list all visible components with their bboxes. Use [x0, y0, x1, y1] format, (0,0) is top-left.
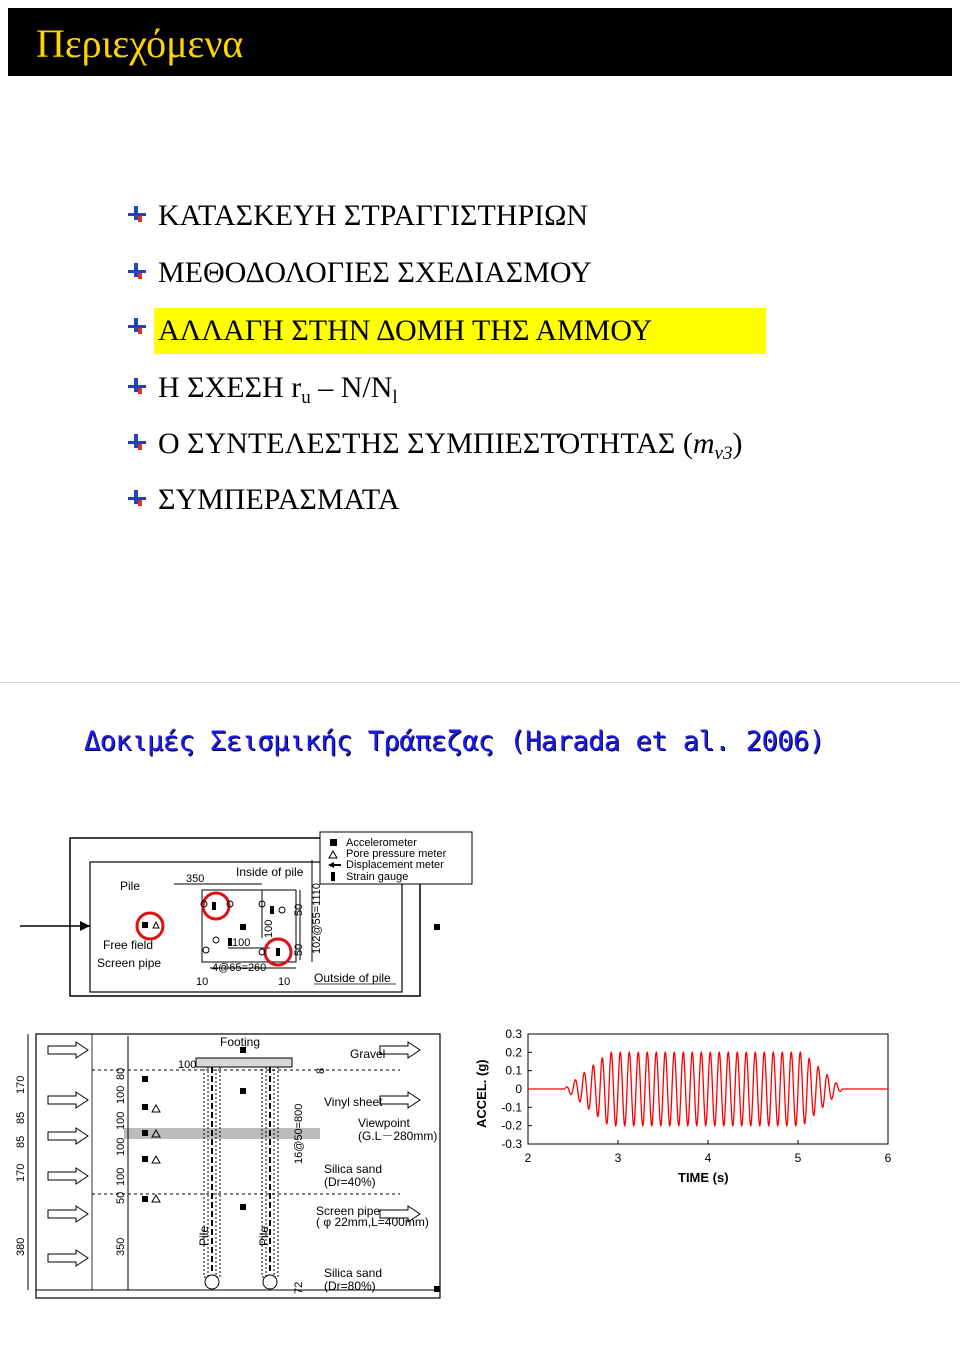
- svg-text:Free field: Free field: [103, 938, 154, 952]
- acceleration-chart: [470, 1024, 910, 1194]
- bullet-text: ΜΕΘΟΔΟΛΟΓΙΕΣ ΣΧΕΔΙΑΣΜΟΥ: [158, 256, 592, 289]
- svg-text:Outside of pile: Outside of pile: [314, 971, 391, 985]
- footing: [196, 1058, 292, 1067]
- svg-text:8: 8: [315, 1067, 327, 1074]
- svg-text:102@55=1110: 102@55=1110: [311, 882, 323, 954]
- svg-text:(Dr=40%): (Dr=40%): [324, 1175, 376, 1189]
- bullet-icon: [128, 488, 148, 508]
- y-tick-label: -0.3: [501, 1137, 522, 1151]
- svg-text:380: 380: [15, 1237, 27, 1256]
- bullet-text: Ο ΣΥΝΤΕΛΕΣΤΗΣ ΣΥΜΠΙΕΣΤΌΤΗΤΑΣ $(m_{v3})$: [158, 427, 743, 464]
- y-tick-label: 0.3: [505, 1027, 522, 1041]
- bullet-text: ΚΑΤΑΣΚΕΥΗ ΣΤΡΑΓΓΙΣΤΗΡΙΩΝ: [158, 199, 589, 232]
- x-tick-label: 6: [884, 1151, 892, 1165]
- svg-text:50: 50: [293, 903, 305, 916]
- legend-strain-gauge: Strain gauge: [346, 871, 409, 883]
- svg-text:170: 170: [15, 1075, 27, 1094]
- y-axis-label: ACCEL. (g): [474, 1059, 489, 1128]
- svg-text:Inside of pile: Inside of pile: [236, 865, 304, 879]
- y-tick-label: -0.2: [501, 1118, 522, 1133]
- svg-text:(G.L－280mm): (G.L－280mm): [358, 1129, 438, 1143]
- svg-text:100: 100: [115, 1085, 127, 1104]
- y-tick-label: 0.2: [505, 1045, 522, 1060]
- svg-text:350: 350: [115, 1237, 127, 1256]
- legend-displacement: Displacement meter: [346, 859, 444, 871]
- bullet-icon: [128, 261, 148, 281]
- bullet-icon: [128, 376, 148, 396]
- svg-text:( φ 22mm,L=400mm): ( φ 22mm,L=400mm): [316, 1215, 429, 1229]
- svg-text:100: 100: [115, 1111, 127, 1130]
- svg-text:85: 85: [15, 1111, 27, 1124]
- svg-text:170: 170: [15, 1163, 27, 1182]
- svg-text:350: 350: [186, 873, 205, 885]
- bullet-text: Η ΣΧΕΣΗ $r_u - N/N_l$: [158, 371, 398, 408]
- x-tick-label: 3: [614, 1151, 622, 1165]
- legend-pore-pressure: Pore pressure meter: [346, 848, 447, 860]
- svg-text:Screen pipe: Screen pipe: [316, 1204, 381, 1218]
- svg-text:10: 10: [278, 976, 291, 988]
- x-tick-label: 4: [704, 1151, 712, 1165]
- svg-text:4@65=260: 4@65=260: [212, 962, 267, 974]
- svg-text:(Dr=80%): (Dr=80%): [324, 1279, 376, 1293]
- svg-text:Screen pipe: Screen pipe: [97, 956, 162, 970]
- y-tick-label: -0.1: [501, 1100, 522, 1115]
- bullet-text: ΣΥΜΠΕΡΑΣΜΑΤΑ: [158, 483, 400, 516]
- svg-text:Silica sand: Silica sand: [324, 1266, 383, 1280]
- legend-accelerometer: Accelerometer: [346, 837, 417, 849]
- x-tick-label: 2: [524, 1151, 532, 1165]
- series-line-input-acceleration: [528, 1052, 888, 1125]
- svg-text:Pile: Pile: [257, 1225, 271, 1246]
- bullet-icon: [128, 316, 148, 336]
- svg-text:100: 100: [115, 1137, 127, 1156]
- svg-text:100: 100: [115, 1167, 127, 1186]
- svg-text:80: 80: [115, 1067, 127, 1080]
- svg-text:Pile: Pile: [197, 1225, 211, 1246]
- svg-text:85: 85: [15, 1135, 27, 1148]
- x-tick-label: 5: [794, 1151, 802, 1165]
- svg-text:Footing: Footing: [220, 1035, 261, 1049]
- svg-text:Pile: Pile: [120, 879, 141, 893]
- svg-text:100: 100: [178, 1059, 197, 1071]
- page-divider: [0, 682, 960, 683]
- bullet-text: ΑΛΛΑΓΗ ΣΤΗΝ ΔΟΜΗ ΤΗΣ ΑΜΜΟΥ: [158, 314, 653, 347]
- x-axis-label: TIME (s): [678, 1170, 729, 1185]
- plan-view-diagram: [0, 820, 960, 1000]
- input-arrows: [48, 1042, 420, 1266]
- title-bar: [8, 8, 952, 76]
- bullet-icon: [128, 204, 148, 224]
- y-tick-label: 0.1: [505, 1063, 522, 1078]
- svg-text:50: 50: [115, 1191, 127, 1204]
- svg-text:16@50=800: 16@50=800: [293, 1103, 305, 1164]
- svg-text:Viewpoint: Viewpoint: [358, 1116, 410, 1130]
- y-ticks: [501, 1027, 532, 1151]
- svg-text:100: 100: [232, 937, 251, 949]
- bullet-icon: [128, 432, 148, 452]
- y-tick-label: 0: [515, 1082, 522, 1096]
- svg-text:10: 10: [196, 976, 209, 988]
- section-subtitle: Δοκιμές Σεισμικής Τράπεζας (Harada et al. 2006): [84, 726, 825, 757]
- svg-text:100: 100: [263, 919, 275, 938]
- svg-text:72: 72: [293, 1281, 305, 1294]
- svg-text:Vinyl sheet: Vinyl sheet: [324, 1095, 383, 1109]
- page-title: Περιεχόμενα: [36, 21, 244, 66]
- svg-text:50: 50: [293, 943, 305, 956]
- svg-text:Gravel: Gravel: [350, 1047, 386, 1061]
- svg-text:Silica sand: Silica sand: [324, 1162, 383, 1176]
- section-view-diagram: [0, 1024, 460, 1306]
